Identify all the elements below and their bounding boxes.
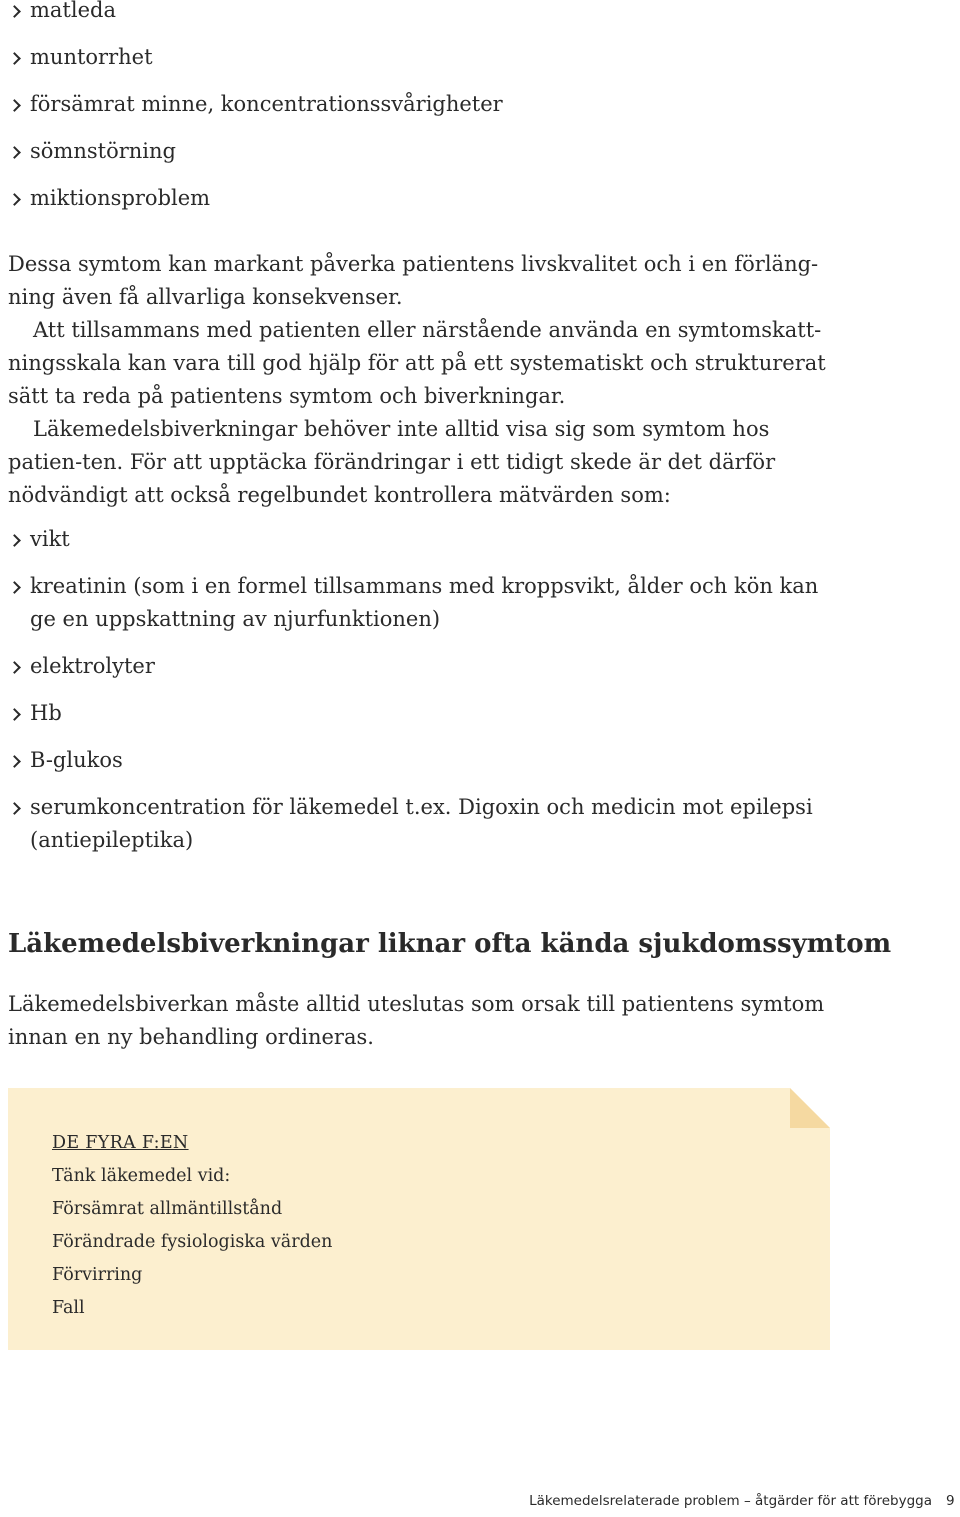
list-item: elektrolyter [8,650,838,683]
item-initial: F [52,1232,64,1252]
list-item: kreatinin (som i en formel tillsammans med kroppsvikt, ålder och kön kan ge en uppskattning av njurfunktionen) [8,570,838,636]
info-box-item: Förändrade fysiologiska värden [52,1232,333,1252]
info-box-item: Fall [52,1298,85,1318]
symptom-list [8,0,838,229]
chevron-right-icon [8,802,21,815]
chevron-right-icon [8,661,21,674]
info-box-content [52,1127,332,1325]
info-box-item: Förvirring [52,1265,143,1285]
paragraph-block [8,314,838,512]
chevron-right-icon [8,5,21,18]
chevron-right-icon [8,99,21,112]
list-item: miktionsproblem [8,182,838,215]
chevron-right-icon [8,146,21,159]
paragraph-monitoring: Läkemedelsbiverkningar behöver inte alltid visa sig som symtom hos patien-ten. För att upptäcka förändringar i ett tidigt skede är det därför nödvändigt att också regelbundet kontrollera mätvärden som: [8,417,776,507]
item-initial: F [52,1298,63,1318]
list-item: försämrat minne, koncentrationssvårigheter [8,88,838,121]
list-item: B-glukos [8,744,838,777]
item-initial: F [52,1199,64,1219]
chevron-right-icon [8,193,21,206]
info-box-title: DE FYRA F:EN [52,1133,189,1153]
list-item: Hb [8,697,838,730]
paragraph-rating-scale: Att tillsammans med patienten eller närstående använda en symtomskatt-ningsskala kan vara till god hjälp för att på ett systematiskt och strukturerat sätt ta reda på patientens symtom och biverkningar. [8,318,826,408]
list-item: vikt [8,523,838,556]
info-box-intro: Tänk läkemedel vid: [52,1166,231,1186]
list-item: serumkoncentration för läkemedel t.ex. Digoxin och medicin mot epilepsi (antiepileptika) [8,791,838,857]
chevron-right-icon [8,755,21,768]
page-footer [0,1493,960,1509]
list-item: muntorrhet [8,41,838,74]
measurement-list [8,523,838,871]
list-item: matleda [8,0,838,27]
paragraph-consequences: Dessa symtom kan markant påverka patientens livskvalitet och i en förläng-ning även få allvarliga konsekvenser. [8,252,819,309]
chevron-right-icon [8,52,21,65]
section-paragraph: Läkemedelsbiverkan måste alltid uteslutas som orsak till patientens symtom innan en ny behandling ordineras. [8,992,825,1049]
footer-title: Läkemedelsrelaterade problem – åtgärder för att förebygga [529,1493,932,1509]
info-box-corner-fold [790,1088,830,1128]
page-number: 9 [946,1493,955,1509]
item-initial: F [52,1265,64,1285]
section-heading: Läkemedelsbiverkningar liknar ofta kända sjukdomssymtom [8,929,892,959]
chevron-right-icon [8,708,21,721]
list-item: sömnstörning [8,135,838,168]
info-box-item: Försämrat allmäntillstånd [52,1199,283,1219]
chevron-right-icon [8,581,21,594]
chevron-right-icon [8,534,21,547]
